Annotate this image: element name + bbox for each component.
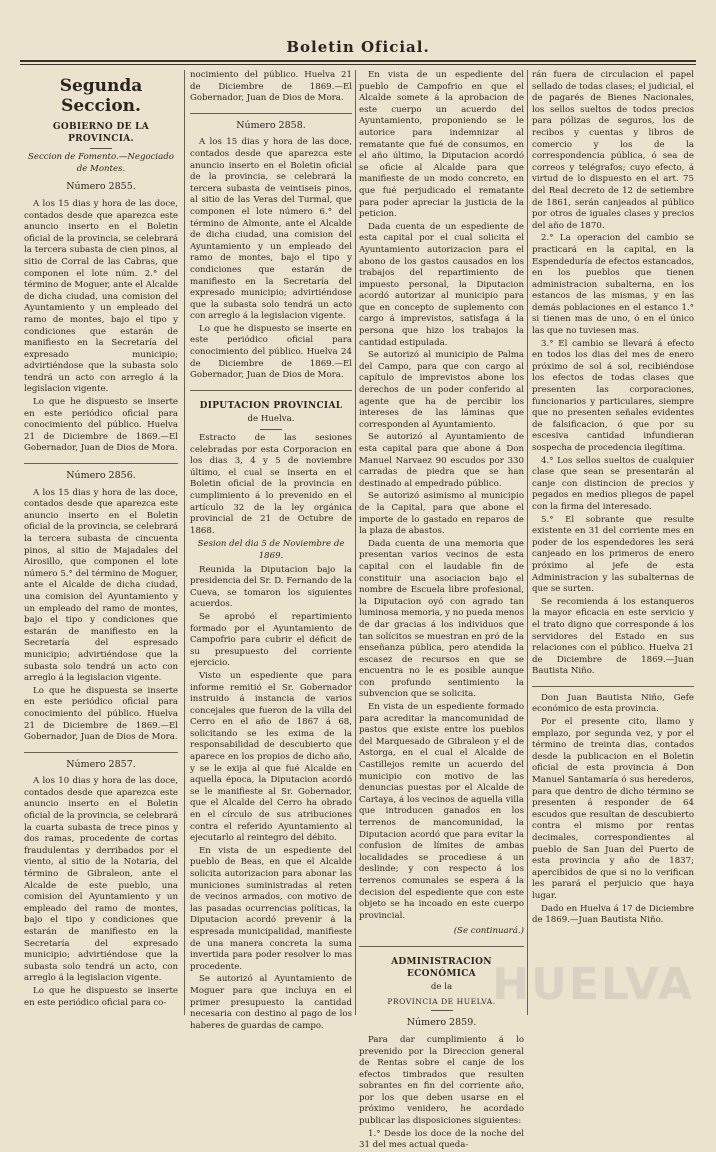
watermark: HUELVA [492,959,694,1010]
notice-paragraph: Dada cuenta de un espediente de esta capital por el cual solicita el Ayuntamiento autorizacion para el abono de los gastos causados en los trabajos del repartimiento de impuesto personal, la Diputacion acordó autorizar al municipio para que en concepto de suplemento con cargo á imprevistos, satisfaga á la persona que hizo los trabajos la cantidad estipulada. [359,221,524,348]
divider [90,148,112,149]
adm-heading: ADMINISTRACION ECONÓMICA [391,956,492,979]
subsection-heading: Seccion de Fomento.—Negociado de Montes. [28,152,174,174]
notice-paragraph: Reunida la Diputacion bajo la presidencia del Sr. D. Fernando de la Cueva, se tomaron los siguientes acuerdos. [190,564,352,610]
notice-paragraph: Se autorizó asimismo al municipio de la Capital, para que abone el importe de lo gastado en reparos de la plaza de abastos. [359,491,524,537]
notice-paragraph: Dado en Huelva á 17 de Diciembre de 1869.—Juan Bautista Niño. [532,903,694,926]
notice-paragraph: Para dar cumplimiento á lo prevenido por la Direccion general de Rentas sobre el canje de los efectos timbrados que resulten sobrantes en fin del corriente año, por los que deben usarse en el próximo venidero, he acordado publicar las disposiciones siguientes: [359,1034,524,1127]
notice-paragraph: Lo que he dispuesta se inserte en este periódico oficial para conocimiento del público. Huelva 21 de Diciembre de 1869.—El Gobernador, Juan de Dios de Mora. [24,685,178,743]
notice-paragraph: Don Juan Bautista Niño, Gefe económico de esta provincia. [532,692,694,715]
notice-number: Número 2857. [24,752,178,771]
notice-number: Número 2858. [190,113,352,132]
notice-number: Número 2859. [406,1017,477,1029]
column-1 [24,70,178,1015]
notice-paragraph: A los 10 dias y hora de las doce, contados desde que aparezca este anuncio inserto en el Boletin oficial de la provincia, se celebrará la cuarta subasta de trece pinos y dos ramas, procedente de cortas fraudulentas y derribados por el viento, al sitio de la Notaria, del término de Gibraleon, ante el Alcalde de este pueblo, una comision del Ayuntamiento y un empleado del ramo de montes, bajo el tipo y condiciones que estarán de manifiesto en la Secretaría del expresado municipio; advirtiéndose que la subasta solo tendrá un acto, con arreglo á la legislacion vigente. [24,776,178,984]
notice-number: Número 2856. [24,463,178,482]
notice-paragraph: Se autorizó al Ayuntamiento de esta capital para que abone á Don Manuel Narvaez 90 escudos por 330 carradas de piedra que se han destinado al empedrado público. [359,432,524,489]
notice-paragraph: A los 15 dias y hora de las doce, contados desde que aparezca este anuncio inserto en el Boletin oficial de la provincia, se celebrará la tercera subasta de veintiseis pinos, al sitio de las Veras del Turmal, que componen el lote número 6.° del término de Almonte, ante el Alcalde de dicha ciudad, una comision del Ayuntamiento y un empleado del ramo de montes, bajo el tipo y condiciones que estarán de manifiesto en la Secretaría del expresado municipio; advirtiéndose que la subasta solo tendrá un acto con arreglo á la legislacion vigente. [190,137,352,322]
dip-subheading: de Huelva. [247,414,295,425]
notice-paragraph: En vista de un espediente del pueblo de Beas, en que el Alcalde solicita autorizacion para abonar las municiones suministradas al reten de vecinos armados, con motivo de las pasadas ocurrencias políticas, la Diputacion acordó prevenir á la espresada municipalidad, manifieste de una manera concreta la suma invertida para poder resolver lo mas procedente. [190,845,352,972]
column-divider [527,70,528,1015]
notice-paragraph: Dada cuenta de una memoria que presentan varios vecinos de esta capital con el laudable fin de constituir una asociacion bajo el nombre de Escuela libre profesional, la Diputacion oyó con agrado tan luminosa memoria, y no pueda menos de dar gracias á los individuos que tan solícitos se muestran en pró de la enseñanza pública, pero atendida la escasez de recursos en que se encuentra no le es posible aunque con profundo sentimiento la subvencion que se solicita. [359,538,525,700]
gov-heading: GOBIERNO DE LA PROVINCIA. [52,122,150,144]
notice-paragraph: 4.° Los sellos sueltos de cualquier clase que sean se presentarán al canje con distincion de precios y pegados en medios pliegos de papel con la firma del interesado. [532,455,694,512]
notice-number: Número 2855. [66,181,136,193]
notice-paragraph: A los 15 dias y hora de las doce, contados desde que aparezca este anuncio inserto en el Boletin oficial de la provincia, se celebrará la tercera subasta de cincuenta pinos, al sitio de Majadales del Airosillo, que componen el lote número 5.° del término de Moguer, ante el Alcalde de dicha ciudad, una comision del Ayuntamiento y un empleado del ramo de montes, bajo el tipo y condiciones que estarán de manifiesto en la Secretaría del espresado municipio; advirtiéndose que la subasta solo tendrá un acto con arreglo á la legislacion vigente. [24,487,178,684]
notice-paragraph: Por el presente cito, llamo y emplazo, por segunda vez, y por el término de treinta dias, contados desde la publicacion en el Boletin oficial de esta provincia á Don Manuel Santamaría ó sus herederos, para que dentro de dicho término se presenten á responder de 64 escudos que resultan de descubierto contra el mismo por rentas decimales, correspondientes al pueblo de San Juan del Puerto de esta provincia y año de 1837; apercibidos de que si no lo verifican les parará el perjuicio que haya lugar. [532,717,694,901]
header-rule-thin [20,64,696,65]
divider [431,1010,453,1011]
section-title: Segunda Seccion. [59,76,143,116]
header-rule [20,60,696,62]
notice-paragraph: 5.° El sobrante que resulte existente en 31 del corriente mes en poder de los espendedores les será canjeado en los primeros de enero próximo al jefe de esta Administracion y las subalternas de que se surten. [532,514,694,595]
divider [260,429,282,430]
adm-subheading: de la [430,982,453,993]
column-divider [355,70,356,1015]
notice-paragraph: Lo que he dispuesto se inserte en este periódico oficial para conocimiento del público. Huelva 24 de Diciembre de 1869.—El Gobernador, Juan de Dios de Mora. [190,323,352,381]
notice-paragraph: 2.° La operacion del cambio se practicará en la capital, en la Espendeduría de efectos estancados, en los pueblos que tienen administracion subalterna, en los estancos de las mismas, y en las demás poblaciones en el estanco 1.° si tienen mas de uno, ó en el único las que no tuviesen mas. [532,233,694,337]
column-2 [190,70,352,1031]
notice-paragraph: Visto un espediente que para informe remitió el Sr. Gobernador instruido á instancia de varios concejales que fueron de la villa del Cerro en el año de 1867 á 68, solicitando se les exima de la responsabilidad de descubierto que aparece en los propios de dicho año, y se le exija al que fué Alcalde en aquella época, la Diputacion acordó se le manifieste al Sr. Gobernador, que el Alcalde del Cerro ha obrado en el círculo de sus atribuciones contra el referido Ayuntamiento al ejecutarlo al reintegro del débito. [190,670,352,844]
notice-paragraph: Estracto de las sesiones celebradas por esta Corporacion en los dias 3, 4 y 5 de noviembre último, el cual se inserta en el Boletin oficial de la provincia en cumplimiento á lo prevenido en el artículo 32 de la ley orgánica provincial de 21 de Octubre de 1868. [190,433,352,536]
notice-paragraph: rán fuera de circulacion el papel sellado de todas clases; el judicial, el de pagarés de Bienes Nacionales, los sellos sueltos de todos precios para pólizas de seguros, los de recibos y cuentas y libros de comercio y los de la correspondencia pública, ó sea de correos y telégrafos; cuyo efecto, á virtud de lo dispuesto en el art. 75 del Real decreto de 12 de setiembre de 1861, serán canjeados al público por otros de iguales clases y precios del año de 1870. [532,70,694,231]
notice-paragraph: Se aprobó el repartimiento formado por el Ayuntamiento de Campofrio para cubrir el déficit de su presupuesto del corriente ejercicio. [190,611,352,669]
notice-paragraph: nocimiento del público. Huelva 21 de Diciembre de 1869.—El Gobernador, Juan de Dios de Mora. [190,70,352,104]
column-divider [184,70,185,1015]
notice-paragraph: En vista de un espediente formado para acreditar la mancomunidad de pastos que existe entre los pueblos del Marquesado de Gibraleon y el de Astorga, en el cual el Alcalde de Castillejos remite un acuerdo del municipio con motivo de las denuncias puestas por el Alcalde de Cartaya, á los vecinos de aquella villa que introducen ganados en los terrenos de mancomunidad, la Diputacion acordó que para evitar la confusion de límites de ambas localidades se procediese á un deslinde; y con respecto á los terrenos comunales se espera á la decision del espediente que con este objeto se ha incoado en este cuerpo provincial. [359,702,524,921]
notice-paragraph: Se autorizó al Ayuntamiento de Moguer para que incluya en el primer presupuesto la cantidad necesaria con destino al pago de los haberes de guardas de campo. [190,974,352,1031]
notice-paragraph: Se recomienda á los estanqueros la mayor eficacia en este servicio y el trato digno que corresponde á los servidores del Estado en sus relaciones con el público. Huelva 21 de Diciembre de 1869.—Juan Bautista Niño. [532,596,694,677]
notice-paragraph: A los 15 dias y hora de las doce, contados desde que aparezca este anuncio inserto en el Boletin oficial de la provincia, se celebrará la tercera subasta de cien pinos, al sitio de Corral de las Cabras, que componen el lote núm. 2.° del término de Moguer, ante el Alcalde de dicha ciudad, una comision del Ayuntamiento y un empleado del ramo de montes, bajo el tipo y condiciones que estarán de manifiesto en la Secretaría del expresado municipio; advirtiéndose que la subasta solo tendrá un acto con arreglo á la legislacion vigente. [24,198,178,395]
continued-note: (Se continuará.) [453,926,524,937]
notice-paragraph: Lo que he dispuesto se inserte en este periódico oficial para conocimiento del público. Huelva 21 de Diciembre de 1869.—El Gobernador, Juan de Dios de Mora. [24,397,178,454]
notice-paragraph: 3.° El cambio se llevará á efecto en todos los dias del mes de enero próximo de sol á sol, recibiéndose los efectos de todas clases que presenten las corporaciones, funcionarios y particulares, siempre que no presenten señales evidentes de falsificacion, ó que por su escesiva cantidad infundieran sospecha de procedencia ilegítima. [532,338,694,453]
notice-paragraph: En vista de un espediente del pueblo de Campofrio en que el Alcalde somete á la aprobacion de este cuerpo un acuerdo del Ayuntamiento, proponiendo se le autorice para indemnizar al rematante que fué de consumos, en el año último, la Diputacion acordó se oficie al Alcalde para que manifieste de un modo concreto, en que fué perjudicado el rematante para poder apreciar la justicia de la peticion. [359,70,524,220]
notice-paragraph: Lo que he dispuesto se inserte en este periódico oficial para co- [24,985,178,1008]
session-heading: Sesion del dia 5 de Noviembre de 1869. [197,539,345,561]
adm-subheading: PROVINCIA DE HUELVA. [387,996,496,1006]
column-4 [532,70,694,1015]
notice-paragraph: Se autorizó al municipio de Palma del Campo, para que con cargo al capítulo de imprevistos abone los derechos de un poder conferido al agente que ha de percibir los intereses de las láminas que corresponden al Ayuntamiento. [359,350,524,430]
column-3 [359,70,525,1151]
masthead: Boletin Oficial. [286,38,430,56]
notice-paragraph: 1.° Desde los doce de la noche del 31 del mes actual queda- [359,1128,524,1151]
dip-heading: DIPUTACION PROVINCIAL [199,400,343,411]
